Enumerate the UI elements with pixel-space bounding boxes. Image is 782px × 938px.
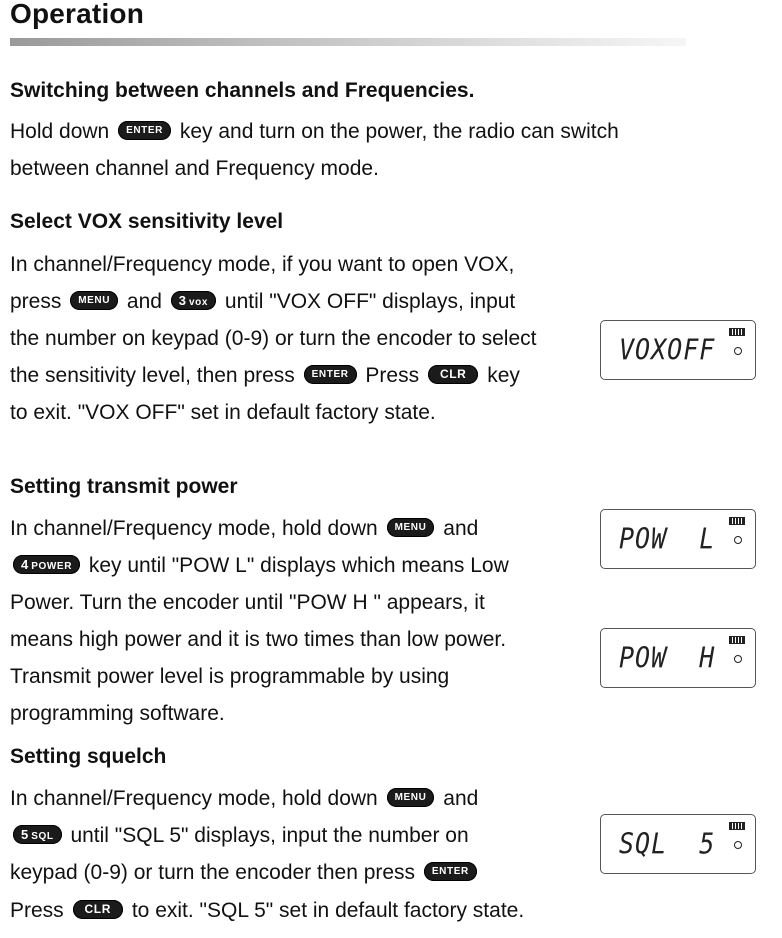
sec3-line-2: 4 POWER key until "POW L" displays which means Low: [10, 553, 509, 579]
sec1-line-1: Hold down ENTER key and turn on the power, the radio can switch: [10, 120, 619, 143]
lcd-pow-l: [600, 509, 756, 569]
sec3-line-1: In channel/Frequency mode, hold down MENU and: [10, 517, 479, 540]
lcd-sql: [600, 814, 756, 874]
enter-key-icon: ENTER: [118, 121, 171, 140]
lcd-text: SQL 5: [619, 826, 716, 861]
indicator-icon: [734, 655, 742, 663]
battery-icon: [729, 328, 745, 336]
menu-key-icon: MENU: [387, 518, 435, 537]
sec2-line-2: press MENU and 3 vox until "VOX OFF" displays, input: [10, 290, 516, 313]
clr-key-icon: CLR: [73, 900, 123, 919]
title-rule: [10, 38, 686, 46]
indicator-icon: [734, 347, 742, 355]
sec4-line-3: keypad (0-9) or turn the encoder then press ENTER: [10, 860, 480, 886]
enter-key-icon: ENTER: [424, 862, 477, 881]
sec2-line-1: In channel/Frequency mode, if you want to open VOX,: [10, 253, 515, 276]
battery-icon: [729, 636, 745, 644]
lcd-pow-h: [600, 628, 756, 688]
battery-icon: [729, 517, 745, 525]
sec1-line-2: between channel and Frequency mode.: [10, 157, 379, 180]
heading-vox: Select VOX sensitivity level: [10, 210, 284, 233]
menu-key-icon: MENU: [70, 291, 118, 310]
sec2-line-5: to exit. "VOX OFF" set in default factory state.: [10, 401, 436, 424]
lcd-vox-off: [600, 320, 756, 380]
battery-icon: [729, 822, 745, 830]
sec4-line-1: In channel/Frequency mode, hold down MENU and: [10, 787, 479, 810]
lcd-text: POW H: [619, 640, 716, 675]
sec3-line-3: Power. Turn the encoder until "POW H " appears, it: [10, 591, 485, 614]
lcd-text: VOXOFF: [619, 332, 716, 367]
sec4-line-4: Press CLR to exit. "SQL 5" set in default factory state.: [10, 899, 525, 922]
sec3-line-5: Transmit power level is programmable by using: [10, 665, 450, 688]
clr-key-icon: CLR: [428, 365, 478, 384]
sql-key-icon: 5 SQL: [13, 825, 62, 844]
menu-key-icon: MENU: [387, 788, 435, 807]
page-title: Operation: [10, 0, 145, 29]
sec3-line-4: means high power and it is two times than low power.: [10, 628, 507, 651]
heading-transmit-power: Setting transmit power: [10, 475, 238, 498]
indicator-icon: [734, 536, 742, 544]
sec4-line-2: 5 SQL until "SQL 5" displays, input the number on: [10, 823, 469, 849]
enter-key-icon: ENTER: [304, 365, 357, 384]
heading-squelch: Setting squelch: [10, 745, 167, 768]
sec2-line-4: the sensitivity level, then press ENTER Press CLR key: [10, 364, 520, 387]
vox-key-icon: 3 vox: [171, 291, 216, 310]
heading-switching: Switching between channels and Frequencies.: [10, 79, 475, 102]
sec3-line-6: programming software.: [10, 702, 225, 725]
sec2-line-3: the number on keypad (0-9) or turn the encoder to select: [10, 327, 537, 350]
indicator-icon: [734, 841, 742, 849]
power-key-icon: 4 POWER: [13, 555, 80, 574]
lcd-text: POW L: [619, 521, 716, 556]
